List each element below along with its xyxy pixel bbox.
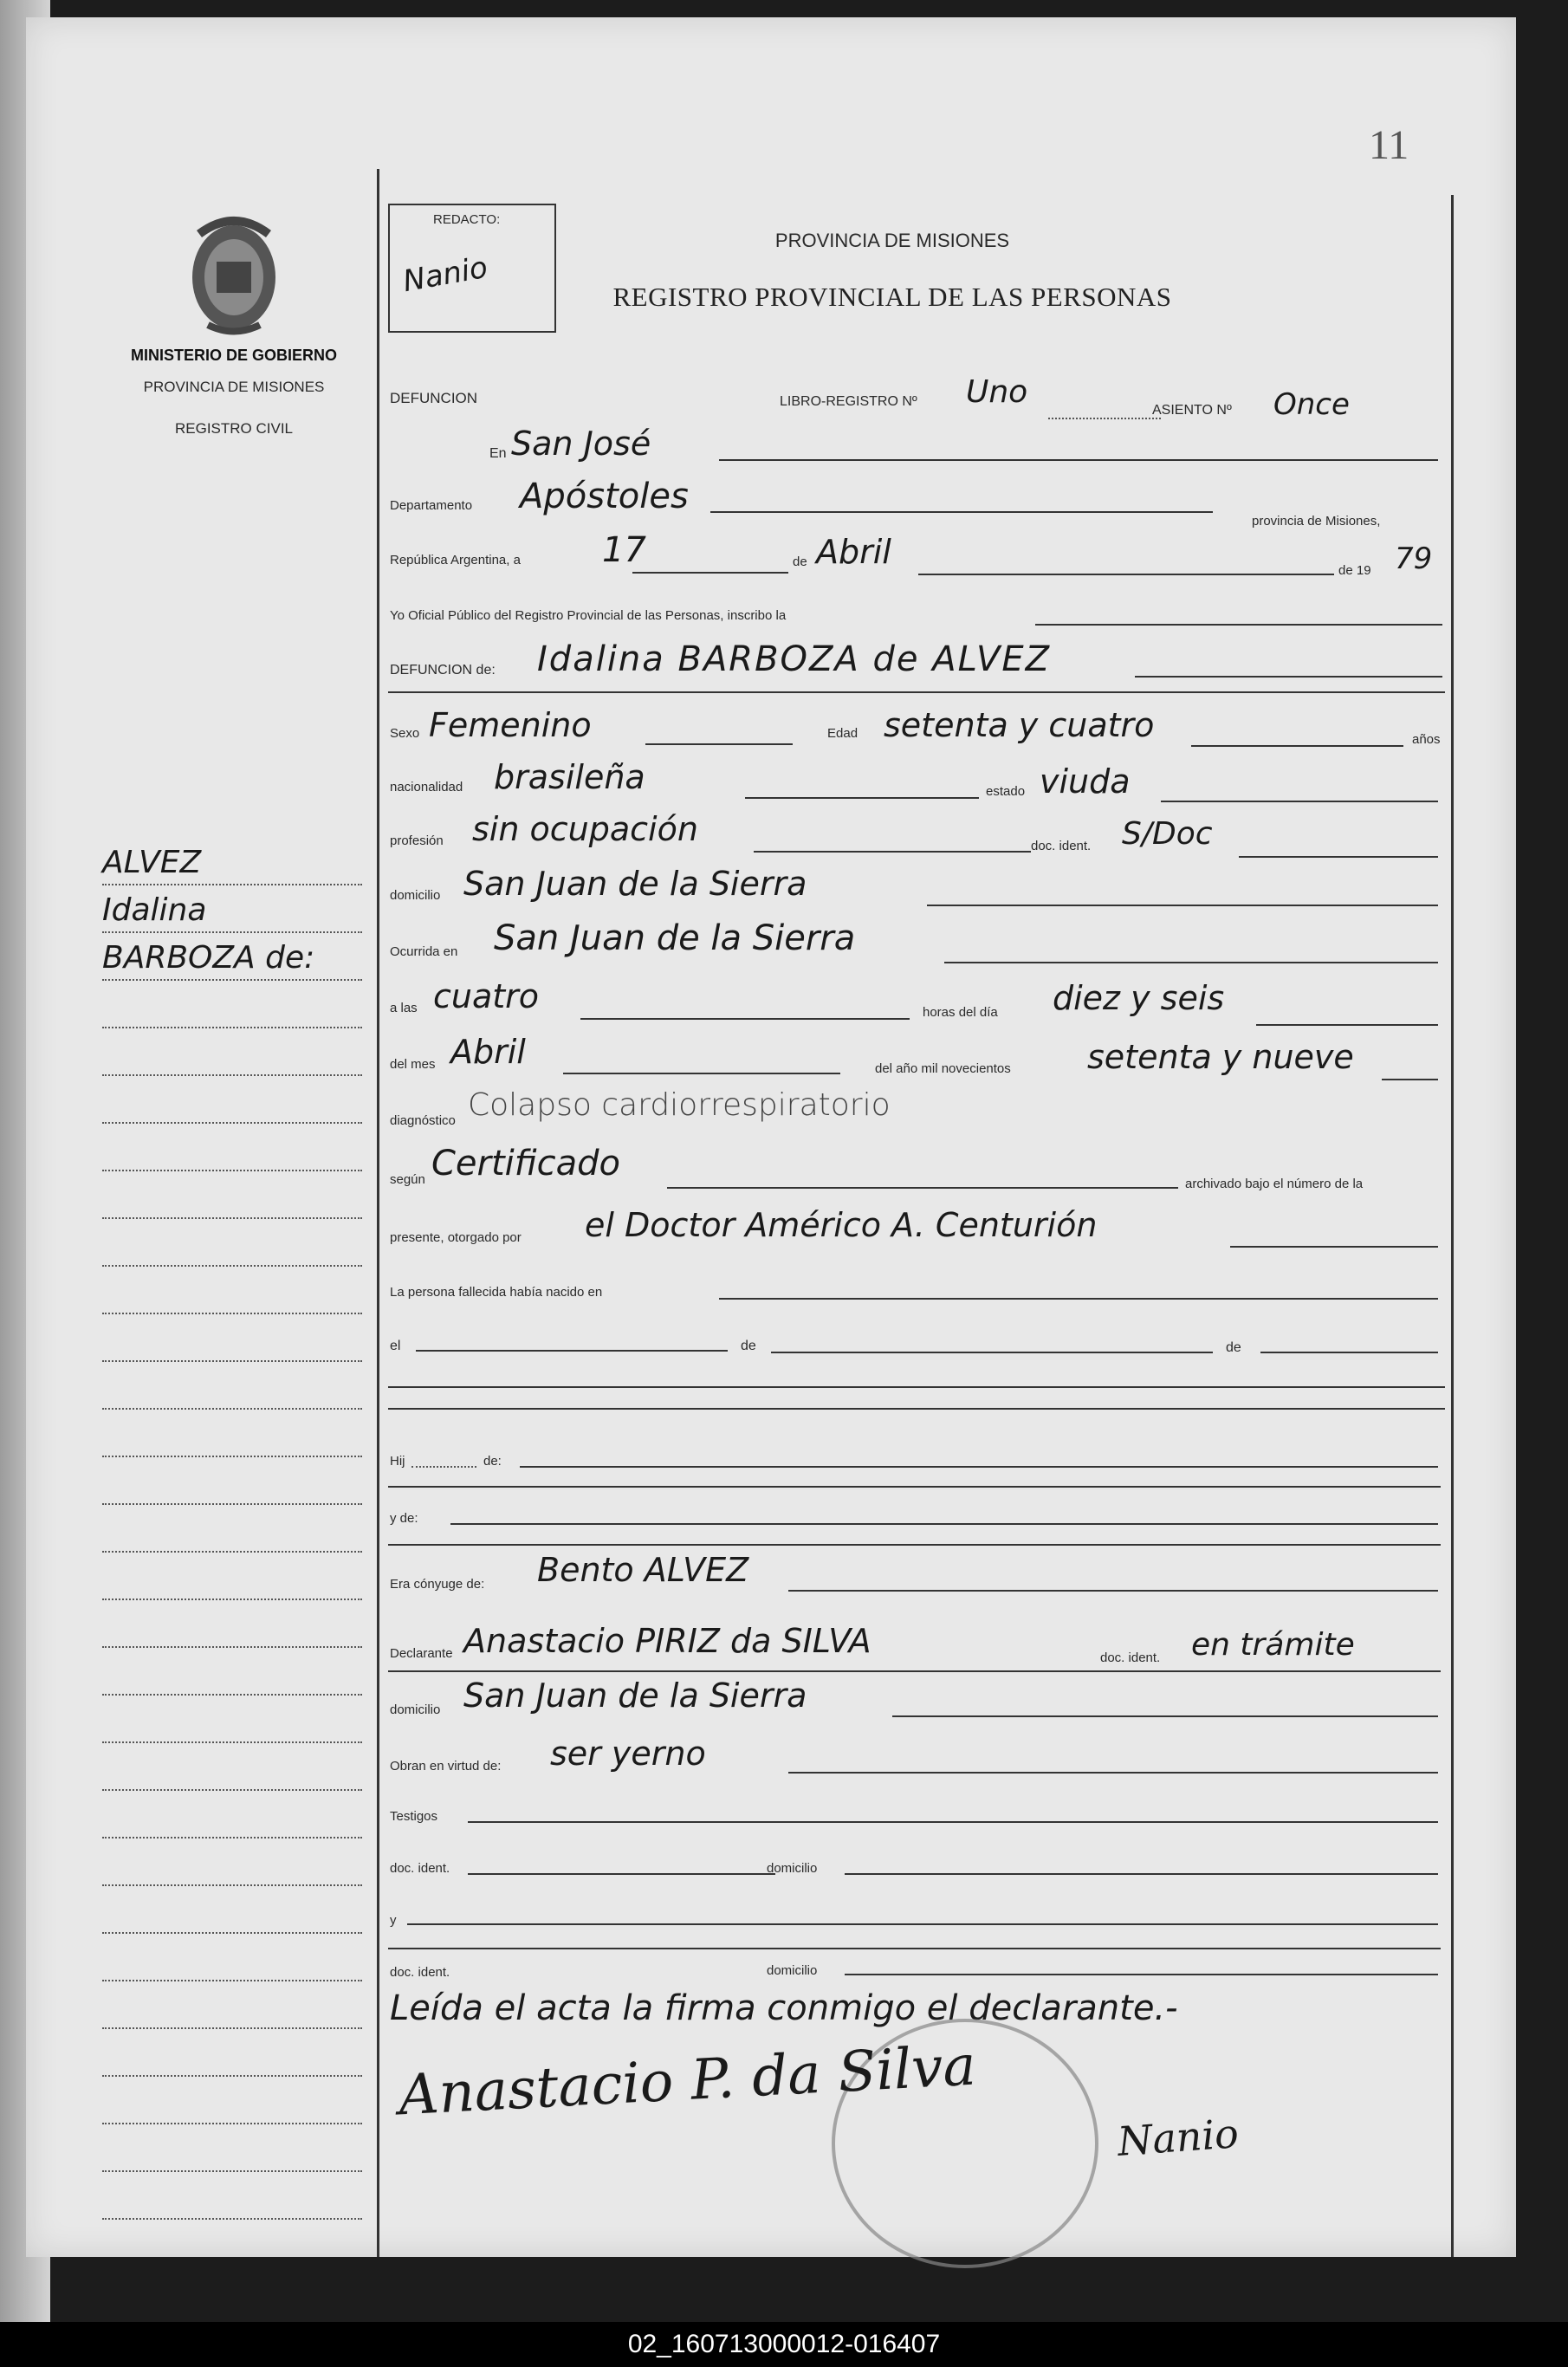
t2-doc-label: doc. ident. — [390, 1965, 450, 1980]
right-frame-line — [1451, 195, 1454, 2257]
defuncion-de-label: DEFUNCION de: — [390, 663, 496, 678]
ocurrida-value: San Juan de la Sierra — [494, 918, 856, 958]
archivado-label: archivado bajo el número de la — [1185, 1177, 1364, 1191]
presente-label: presente, otorgado por — [390, 1230, 522, 1245]
el-label: el — [390, 1339, 401, 1353]
year-prefix: de 19 — [1338, 563, 1371, 578]
image-caption: 02_160713000012-016407 — [0, 2322, 1568, 2367]
testigos-label: Testigos — [390, 1809, 438, 1824]
obran-value: ser yerno — [550, 1735, 706, 1773]
doc-label: doc. ident. — [1031, 839, 1092, 853]
estado-value: viuda — [1040, 762, 1131, 801]
ocurrida-label: Ocurrida en — [390, 944, 458, 959]
departamento-label: Departamento — [390, 498, 473, 513]
decl-domicilio-label: domicilio — [390, 1702, 441, 1717]
delano-label: del año mil novecientos — [875, 1061, 1011, 1076]
oficial-text: Yo Oficial Público del Registro Provincial de las Personas, inscribo la — [390, 608, 787, 623]
declarante-value: Anastacio PIRIZ da SILVA — [463, 1622, 871, 1660]
page-number: 11 — [1369, 122, 1409, 168]
y-label: y — [390, 1913, 397, 1928]
nacido-label: La persona fallecida había nacido en — [390, 1285, 603, 1300]
provincia-suffix: provincia de Misiones, — [1252, 514, 1381, 529]
segun-value: Certificado — [431, 1144, 620, 1184]
defuncion-type-label: DEFUNCION — [390, 390, 478, 406]
declarant-signature: Anastacio P. da Silva — [397, 2033, 978, 2129]
redacto-label: REDACTO: — [433, 212, 501, 227]
t2-dom-label: domicilio — [767, 1963, 818, 1978]
segun-label: según — [390, 1172, 425, 1187]
conyuge-value: Bento ALVEZ — [537, 1551, 749, 1589]
domicilio-value: San Juan de la Sierra — [463, 865, 807, 903]
departamento-value: Apóstoles — [520, 477, 689, 516]
sexo-value: Femenino — [429, 706, 592, 744]
hij-de-label: de: — [483, 1454, 502, 1469]
doc-value: S/Doc — [1122, 816, 1213, 852]
year-value: 79 — [1395, 541, 1433, 576]
coat-of-arms-icon — [182, 208, 286, 338]
sexo-label: Sexo — [390, 726, 420, 741]
closing-text: Leída el acta la firma conmigo el declarante.- — [390, 1988, 1178, 2028]
profesion-label: profesión — [390, 833, 444, 848]
declarante-doc-label: doc. ident. — [1100, 1650, 1161, 1665]
en-value: San José — [511, 425, 651, 463]
declarante-label: Declarante — [390, 1646, 453, 1661]
domicilio-label: domicilio — [390, 888, 441, 903]
registry-title: REGISTRO PROVINCIAL DE LAS PERSONAS — [612, 282, 1172, 312]
mes-value: Abril — [450, 1033, 526, 1071]
de-label: de — [793, 554, 807, 569]
nacionalidad-value: brasileña — [494, 758, 645, 796]
left-frame-line — [377, 169, 379, 2257]
official-signature: Nanio — [1116, 2110, 1241, 2165]
margin-given-name: Idalina — [102, 892, 207, 928]
libro-value: Uno — [966, 374, 1028, 410]
anos-label: años — [1412, 732, 1441, 747]
edad-value: setenta y cuatro — [884, 706, 1155, 744]
nacionalidad-label: nacionalidad — [390, 780, 463, 794]
ministry-label: MINISTERIO DE GOBIERNO — [130, 347, 338, 364]
month-value: Abril — [816, 533, 891, 571]
margin-maiden-name: BARBOZA de: — [102, 940, 315, 976]
deceased-name-value: Idalina BARBOZA de ALVEZ — [537, 639, 1051, 679]
margin-surname: ALVEZ — [102, 845, 202, 880]
alas-label: a las — [390, 1001, 418, 1015]
redacto-box — [388, 204, 556, 333]
republica-label: República Argentina, a — [390, 553, 521, 567]
day-value: 17 — [602, 530, 646, 570]
t1-doc-label: doc. ident. — [390, 1861, 450, 1876]
t1-dom-label: domicilio — [767, 1861, 818, 1876]
register-page — [26, 17, 1516, 2257]
decl-domicilio-value: San Juan de la Sierra — [463, 1676, 807, 1715]
delmes-label: del mes — [390, 1057, 436, 1072]
asiento-value: Once — [1273, 387, 1350, 422]
registry-label: REGISTRO CIVIL — [174, 420, 294, 437]
libro-label: LIBRO-REGISTRO Nº — [780, 394, 917, 409]
diagnostico-value: Colapso cardiorrespiratorio — [468, 1087, 891, 1123]
alas-value: cuatro — [433, 977, 540, 1015]
de3-label: de — [1226, 1340, 1241, 1355]
profesion-value: sin ocupación — [472, 810, 698, 848]
estado-label: estado — [986, 784, 1026, 799]
presente-value: el Doctor Américo A. Centurión — [585, 1206, 1098, 1244]
redacto-value: Nanio — [400, 250, 490, 300]
obran-label: Obran en virtud de: — [390, 1759, 502, 1774]
province-header: PROVINCIA DE MISIONES — [774, 230, 1010, 251]
ano-value: setenta y nueve — [1087, 1038, 1354, 1076]
de2-label: de — [741, 1339, 756, 1353]
horas-label: horas del día — [923, 1005, 998, 1020]
diagnostico-label: diagnóstico — [390, 1113, 456, 1128]
asiento-label: ASIENTO Nº — [1152, 403, 1232, 418]
dia-value: diez y seis — [1053, 979, 1225, 1017]
hij-label: Hij — [390, 1454, 405, 1469]
declarante-doc-value: en trámite — [1191, 1627, 1355, 1663]
en-label: En — [489, 446, 507, 461]
edad-label: Edad — [827, 726, 859, 741]
province-label-left: PROVINCIA DE MISIONES — [143, 379, 325, 395]
yde-label: y de: — [390, 1511, 418, 1526]
conyuge-label: Era cónyuge de: — [390, 1577, 485, 1592]
